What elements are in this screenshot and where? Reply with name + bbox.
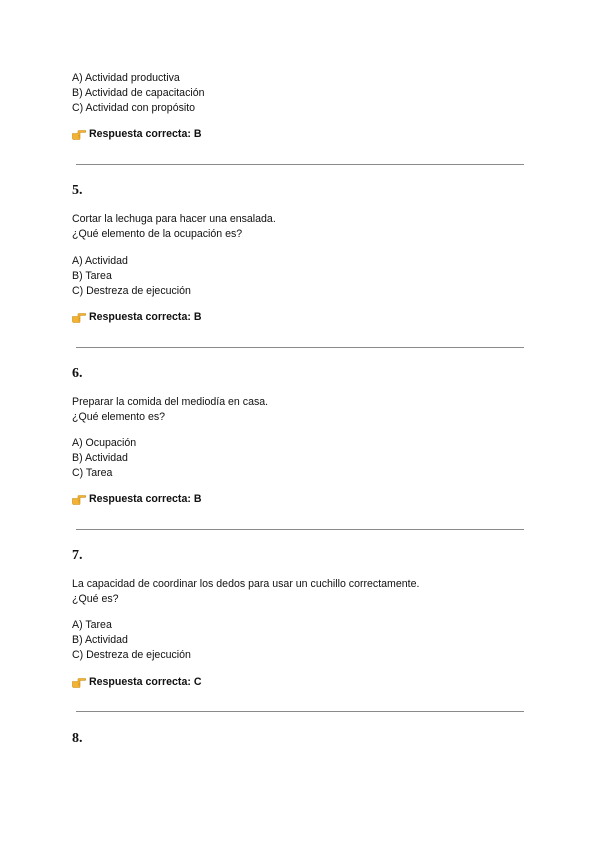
correct-answer (72, 492, 532, 506)
pointing-hand-icon (72, 129, 86, 140)
option-a: A) Actividad productiva (72, 72, 180, 84)
correct-answer (72, 310, 532, 324)
prompt-line: ¿Qué es? (72, 593, 119, 605)
question-options (72, 618, 532, 663)
divider (76, 164, 524, 165)
question-prompt (72, 577, 532, 607)
question-prompt (72, 395, 532, 425)
previous-question-options (72, 71, 532, 116)
question-options (72, 254, 532, 299)
answer-label: Respuesta correcta: (89, 676, 191, 688)
option-c: C) Destreza de ejecución (72, 649, 191, 661)
option-b: B) Actividad (72, 452, 128, 464)
question-number: 7. (72, 548, 83, 563)
option-b: B) Actividad de capacitación (72, 87, 205, 99)
option-b: B) Actividad (72, 634, 128, 646)
option-b: B) Tarea (72, 270, 112, 282)
question-options (72, 436, 532, 481)
prompt-line: Cortar la lechuga para hacer una ensalada. (72, 213, 276, 225)
answer-value: B (193, 493, 202, 505)
answer-value: B (193, 311, 202, 323)
answer-label: Respuesta correcta: (89, 493, 191, 505)
divider (76, 529, 524, 530)
option-a: A) Tarea (72, 619, 112, 631)
option-c: C) Destreza de ejecución (72, 285, 191, 297)
question-prompt (72, 212, 532, 242)
prompt-line: La capacidad de coordinar los dedos para usar un cuchillo correctamente. (72, 578, 420, 590)
pointing-hand-icon (72, 494, 86, 505)
divider (76, 711, 524, 712)
pointing-hand-icon (72, 312, 86, 323)
answer-label: Respuesta correcta: (89, 311, 191, 323)
correct-answer (72, 675, 532, 689)
correct-answer (72, 127, 532, 141)
option-a: A) Ocupación (72, 437, 137, 449)
option-a: A) Actividad (72, 255, 128, 267)
question-number: 8. (72, 731, 83, 746)
question-number: 6. (72, 366, 83, 381)
answer-value: C (193, 676, 202, 688)
question-number: 5. (72, 183, 83, 198)
option-c: C) Tarea (72, 467, 113, 479)
divider (76, 347, 524, 348)
pointing-hand-icon (72, 677, 86, 688)
prompt-line: ¿Qué elemento es? (72, 411, 166, 423)
prompt-line: Preparar la comida del mediodía en casa. (72, 396, 269, 408)
answer-value: B (193, 128, 202, 140)
option-c: C) Actividad con propósito (72, 102, 196, 114)
prompt-line: ¿Qué elemento de la ocupación es? (72, 228, 243, 240)
answer-label: Respuesta correcta: (89, 128, 191, 140)
